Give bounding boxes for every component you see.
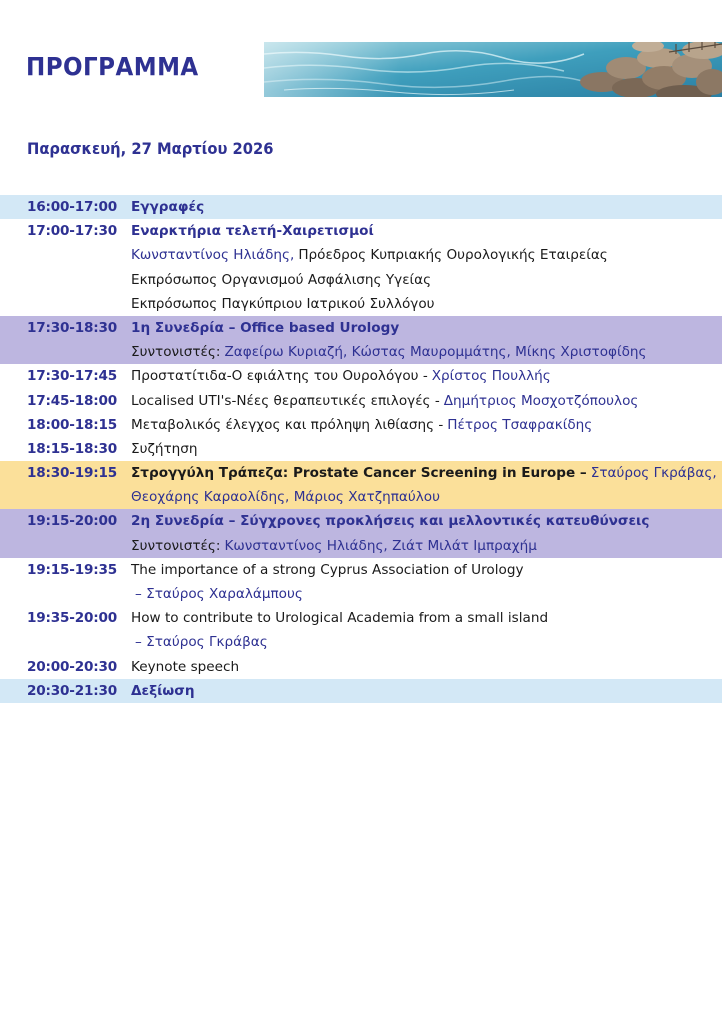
speaker-name: Δημήτριος Μοσχοτζόπουλος <box>443 392 639 409</box>
chairs-label: Συντονιστές: <box>131 537 221 554</box>
row-title: 1η Συνεδρία – Office based Urology <box>131 319 400 336</box>
row-title: Εγγραφές <box>131 199 205 215</box>
speaker-name: – Σταύρος Γκράβας <box>135 634 268 651</box>
schedule-row-session-1 <box>0 316 722 364</box>
speaker-names: Θεοχάρης Καραολίδης, Μάριος Χατζηπαύλου <box>131 489 440 506</box>
schedule-row-round-table <box>0 461 722 509</box>
schedule-row-opening <box>0 219 722 316</box>
schedule-row-discussion <box>0 437 722 461</box>
row-detail: Εκπρόσωπος Παγκύπριου Ιατρικού Συλλόγου <box>131 295 435 312</box>
row-topic <box>131 461 717 485</box>
schedule-row-talk <box>0 364 722 388</box>
row-time: 18:15-18:30 <box>27 440 117 457</box>
chairs-names: Ζαφείρω Κυριαζή, Κώστας Μαυρομμάτης, Μίκης Χριστοφίδης <box>224 344 647 361</box>
row-title: Δεξίωση <box>131 682 195 699</box>
chairs-names: Κωνσταντίνος Ηλιάδης, Ζιάτ Μιλάτ Ιμπραχήμ <box>224 537 537 554</box>
row-detail: Εκπρόσωπος Οργανισμού Ασφάλισης Υγείας <box>131 271 432 288</box>
schedule-row-talk <box>0 389 722 413</box>
row-title: Στρογγύλη Τράπεζα: Prostate Cancer Screening in Europe – <box>131 465 587 482</box>
schedule-row-session-2 <box>0 509 722 557</box>
row-topic <box>131 389 638 413</box>
row-time: 19:35-20:00 <box>27 610 117 627</box>
talk-title: Localised UTI's-Νέες θεραπευτικές επιλογές - <box>131 392 440 409</box>
row-detail <box>131 243 608 267</box>
speaker-name: Χρίστος Πουλλής <box>431 368 551 385</box>
schedule-row-registration <box>0 195 722 219</box>
speaker-name: – Σταύρος Χαραλάμπους <box>135 586 303 602</box>
speaker-name: Πέτρος Τσαφρακίδης <box>447 416 593 433</box>
row-topic <box>131 364 551 388</box>
schedule-row-keynote <box>0 655 722 679</box>
row-time: 19:15-19:35 <box>27 561 117 578</box>
speaker-name: Κωνσταντίνος Ηλιάδης, <box>131 247 295 264</box>
row-time: 17:30-17:45 <box>27 368 117 385</box>
row-topic: Συζήτηση <box>131 440 198 457</box>
row-chairs <box>131 340 647 364</box>
schedule-row-talk <box>0 558 722 606</box>
row-title: Εναρκτήρια τελετή-Χαιρετισμοί <box>131 223 374 240</box>
row-time: 16:00-17:00 <box>27 199 117 215</box>
chairs-label: Συντονιστές: <box>131 344 221 361</box>
talk-title: Προστατίτιδα-Ο εφιάλτης του Ουρολόγου - <box>131 368 428 385</box>
talk-title: The importance of a strong Cyprus Association of Urology <box>131 561 524 578</box>
schedule-row-talk <box>0 413 722 437</box>
schedule-row-reception <box>0 679 722 703</box>
row-time: 17:00-17:30 <box>27 223 117 240</box>
row-time: 18:30-19:15 <box>27 465 117 482</box>
row-time: 20:30-21:30 <box>27 682 117 699</box>
row-time: 20:00-20:30 <box>27 658 117 675</box>
talk-title: How to contribute to Urological Academia from a small island <box>131 610 549 627</box>
row-topic: Keynote speech <box>131 658 240 675</box>
page-title: ΠΡΟΓΡΑΜΜΑ <box>26 52 199 81</box>
row-time: 18:00-18:15 <box>27 416 117 433</box>
schedule-row-talk <box>0 606 722 654</box>
talk-title: Μεταβολικός έλεγχος και πρόληψη λιθίασης - <box>131 416 444 433</box>
row-chairs <box>131 534 537 558</box>
sea-rocks-image <box>264 42 722 97</box>
speaker-role: Πρόεδρος Κυπριακής Ουρολογικής Εταιρείας <box>298 247 608 264</box>
speaker-name: Σταύρος Γκράβας, <box>590 465 717 482</box>
row-topic <box>131 413 592 437</box>
row-time: 19:15-20:00 <box>27 513 117 530</box>
row-time: 17:45-18:00 <box>27 392 117 409</box>
row-title: 2η Συνεδρία – Σύγχρονες προκλήσεις και μελλοντικές κατευθύνσεις <box>131 513 650 530</box>
event-date: Παρασκευή, 27 Μαρτίου 2026 <box>27 139 274 158</box>
schedule-table <box>0 195 722 703</box>
row-time: 17:30-18:30 <box>27 319 117 336</box>
